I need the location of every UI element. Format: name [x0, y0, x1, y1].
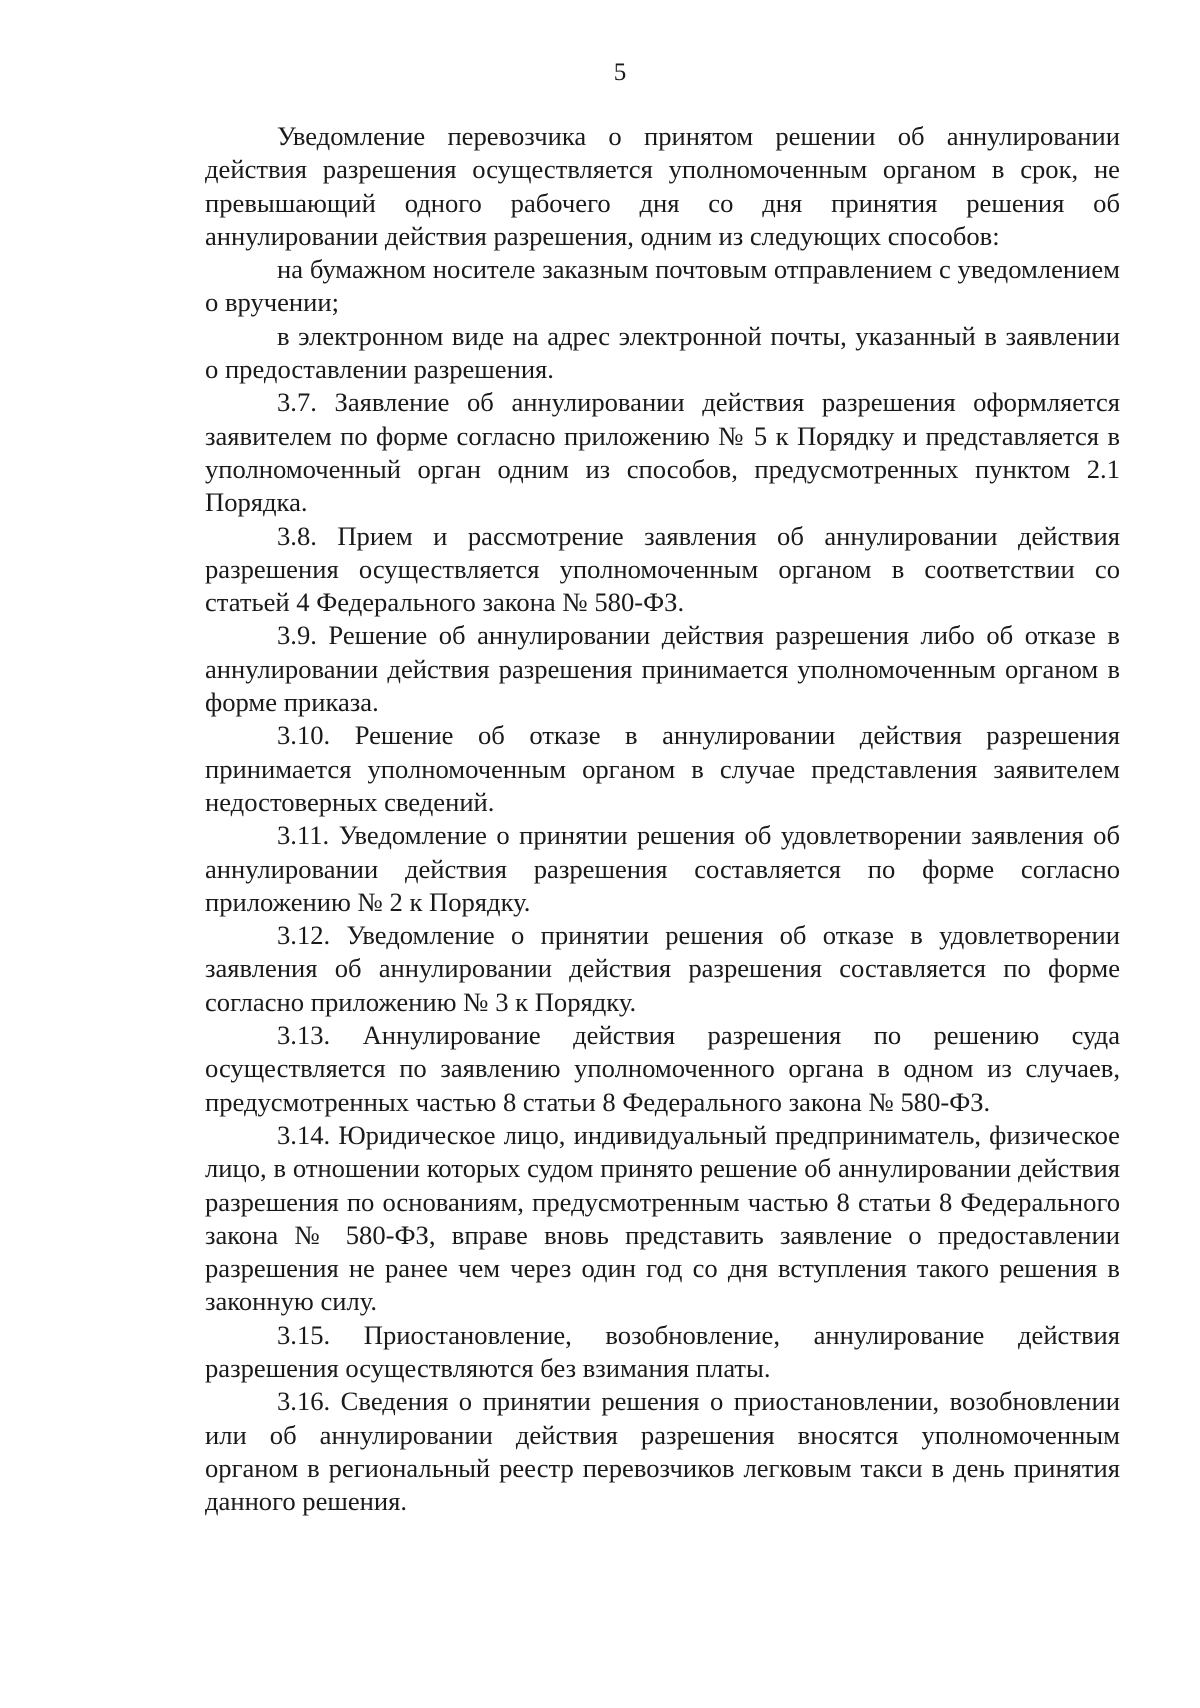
- paragraph-paper-method: на бумажном носителе заказным почтовым отправлением с уведомлением о вручении;: [205, 254, 1120, 318]
- paragraph-3-10: 3.10. Решение об отказе в аннулировании действия разрешения принимается уполномоченным органом в случае представления заявителем недостоверных сведений.: [205, 720, 1120, 817]
- paragraph-3-15: 3.15. Приостановление, возобновление, аннулирование действия разрешения осуществляются без взимания платы.: [205, 1319, 1120, 1383]
- paragraph-3-7: 3.7. Заявление об аннулировании действия разрешения оформляется заявителем по форме согласно приложению № 5 к Порядку и представляется в уполномоченный орган одним из способов, предусмотренных пунктом 2.1 Порядка.: [205, 387, 1120, 518]
- paragraph-3-11: 3.11. Уведомление о принятии решения об удовлетворении заявления об аннулировании действия разрешения составляется по форме согласно приложению № 2 к Порядку.: [205, 820, 1120, 917]
- paragraph-3-8: 3.8. Прием и рассмотрение заявления об аннулировании действия разрешения осуществляется уполномоченным органом в соответствии со статьей 4 Федерального закона № 580-ФЗ.: [205, 520, 1120, 618]
- paragraph-3-13: 3.13. Аннулирование действия разрешения по решению суда осуществляется по заявлению уполномоченного органа в одном из случаев, предусмотренных частью 8 статьи 8 Федерального закона № 580-ФЗ.: [205, 1020, 1120, 1117]
- paragraph-electronic-method: в электронном виде на адрес электронной почты, указанный в заявлении о предоставлении разрешения.: [205, 320, 1120, 385]
- paragraph-3-9: 3.9. Решение об аннулировании действия разрешения либо об отказе в аннулировании действия разрешения принимается уполномоченным органом в форме приказа.: [205, 620, 1120, 718]
- paragraph-3-16: 3.16. Сведения о принятии решения о приостановлении, возобновлении или об аннулировании действия разрешения вносятся уполномоченным органом в региональный реестр перевозчиков легковым такси в день принятия данного решения.: [205, 1386, 1120, 1517]
- paragraph-3-14: 3.14. Юридическое лицо, индивидуальный предприниматель, физическое лицо, в отношении которых судом принято решение об аннулировании действия разрешения по основаниям, предусмотренным частью 8 статьи 8 Федерального закона № 580-ФЗ, вправе вновь представить заявление о предоставлении разрешения не ранее чем через один год со дня вступления такого решения в законную силу.: [205, 1119, 1120, 1317]
- document-body: [205, 120, 1120, 1518]
- paragraph-notification-methods: Уведомление перевозчика о принятом решении об аннулировании действия разрешения осуществляется уполномоченным органом в срок, не превышающий одного рабочего дня со дня принятия решения об аннулировании действия разрешения, одним из следующих способов:: [205, 121, 1120, 251]
- page-number: 5: [613, 59, 627, 86]
- paragraph-3-12: 3.12. Уведомление о принятии решения об отказе в удовлетворении заявления об аннулировании действия разрешения составляется по форме согласно приложению № 3 к Порядку.: [205, 920, 1120, 1017]
